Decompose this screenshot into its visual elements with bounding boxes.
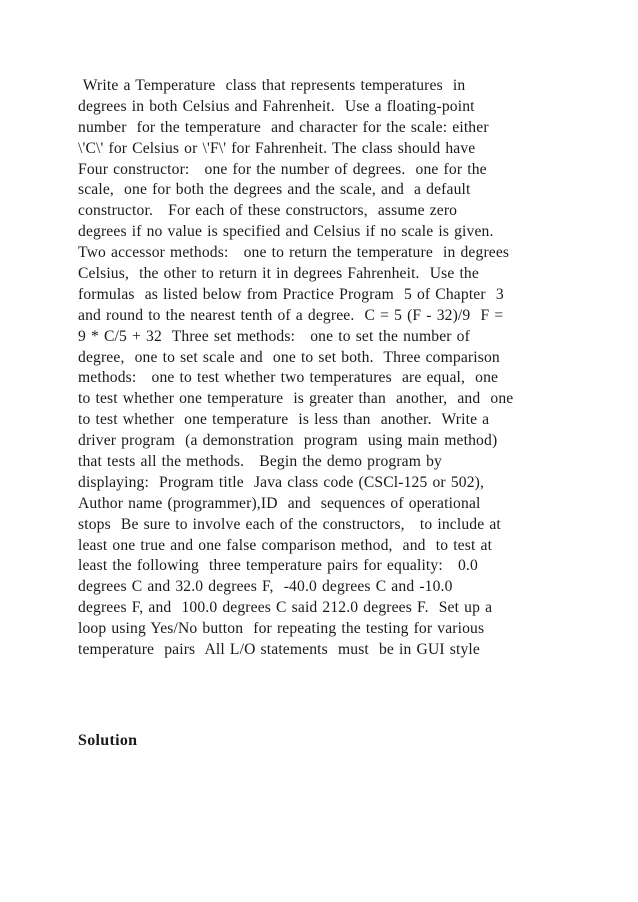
text-line: displaying: Program title Java class code (CSCl-125 or 502), bbox=[78, 473, 485, 491]
text-line: degree, one to set scale and one to set both. Three comparison bbox=[78, 348, 500, 366]
text-line: scale, one for both the degrees and the scale, and a default bbox=[78, 181, 471, 199]
problem-statement bbox=[78, 76, 568, 661]
text-line: to test whether one temperature is less than another. Write a bbox=[78, 411, 490, 429]
text-line: stops Be sure to involve each of the constructors, to include at bbox=[78, 515, 501, 533]
text-line: number for the temperature and character for the scale: either bbox=[78, 118, 489, 136]
text-line: that tests all the methods. Begin the demo program by bbox=[78, 453, 442, 471]
text-line: temperature pairs All L/O statements must be in GUI style bbox=[78, 641, 480, 659]
text-line: Write a Temperature class that represents temperatures in bbox=[78, 77, 466, 94]
text-line: 9 * C/5 + 32 Three set methods: one to set the number of bbox=[78, 327, 470, 345]
text-line: Two accessor methods: one to return the temperature in degrees bbox=[78, 244, 510, 262]
text-line: Author name (programmer),ID and sequences of operational bbox=[78, 494, 481, 512]
text-line: and round to the nearest tenth of a degree. C = 5 (F - 32)/9 F = bbox=[78, 306, 504, 324]
text-line: least the following three temperature pairs for equality: 0.0 bbox=[78, 557, 478, 575]
text-line: degrees in both Celsius and Fahrenheit. Use a floating-point bbox=[78, 97, 475, 115]
text-line: \'C\' for Celsius or \'F\' for Fahrenheit. The class should have bbox=[78, 139, 476, 157]
text-line: constructor. For each of these constructors, assume zero bbox=[78, 202, 458, 220]
text-line: degrees F, and 100.0 degrees C said 212.0 degrees F. Set up a bbox=[78, 599, 493, 617]
solution-heading: Solution bbox=[78, 732, 138, 749]
text-line: driver program (a demonstration program using main method) bbox=[78, 432, 498, 450]
text-line: loop using Yes/No button for repeating the testing for various bbox=[78, 620, 485, 638]
text-line: to test whether one temperature is greater than another, and one bbox=[78, 390, 514, 408]
text-line: degrees C and 32.0 degrees F, -40.0 degrees C and -10.0 bbox=[78, 578, 453, 596]
text-line: methods: one to test whether two temperatures are equal, one bbox=[78, 369, 499, 387]
text-line: formulas as listed below from Practice Program 5 of Chapter 3 bbox=[78, 285, 504, 303]
text-line: least one true and one false comparison method, and to test at bbox=[78, 536, 493, 554]
text-line: degrees if no value is specified and Celsius if no scale is given. bbox=[78, 223, 494, 241]
text-line: Four constructor: one for the number of degrees. one for the bbox=[78, 160, 487, 178]
text-line: Celsius, the other to return it in degrees Fahrenheit. Use the bbox=[78, 265, 479, 283]
